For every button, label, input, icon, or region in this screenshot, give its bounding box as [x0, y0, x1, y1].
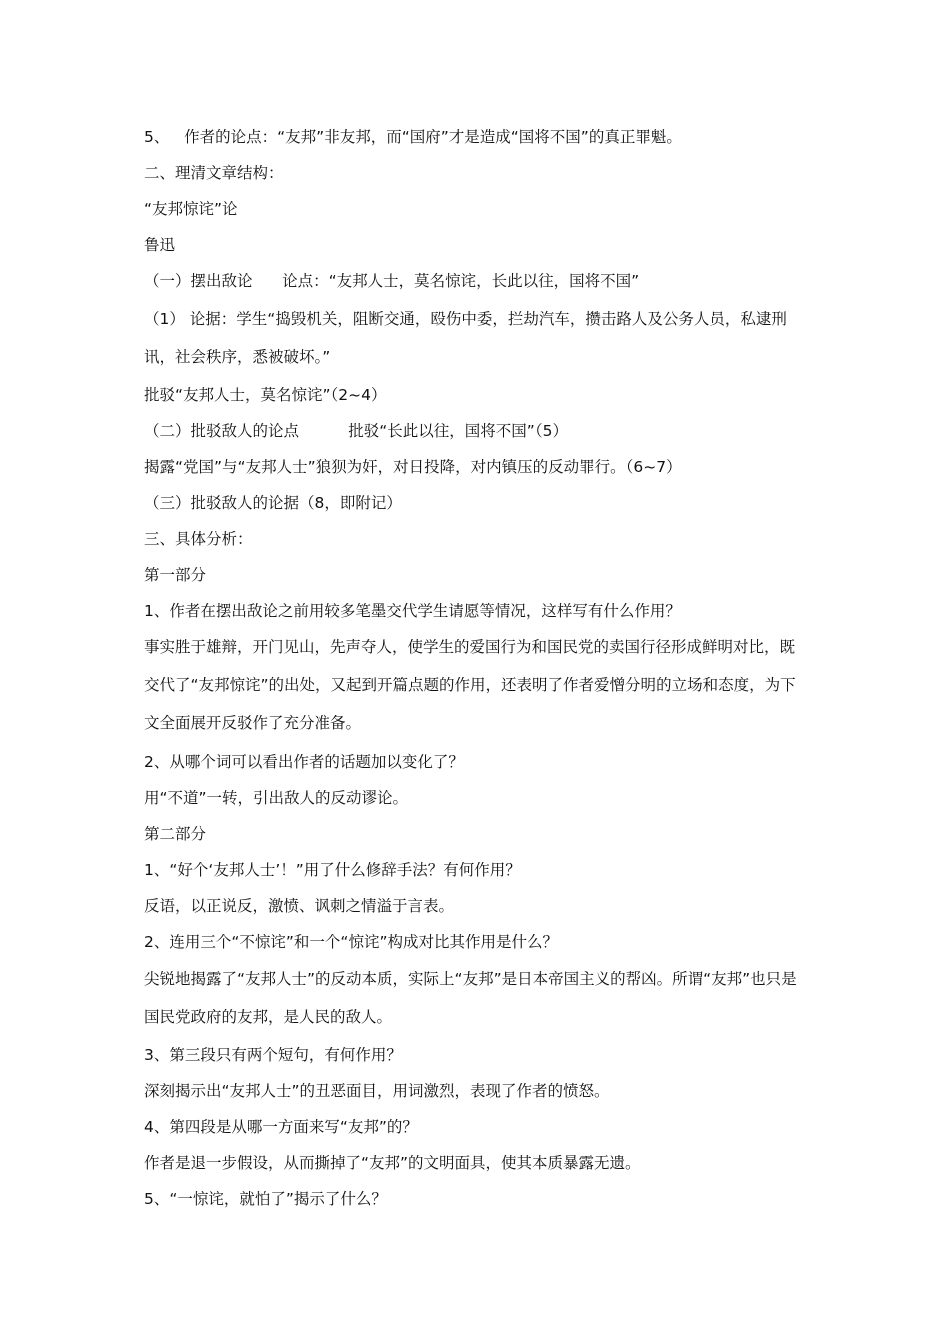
text-line: 鲁迅	[144, 236, 176, 254]
question-line: 5、“一惊诧，就怕了”揭示了什么？	[144, 1190, 387, 1208]
subheading: 第二部分	[144, 825, 207, 843]
text-line: （三）批驳敌人的论据（8，即附记）	[144, 494, 402, 512]
text-line: 揭露“党国”与“友邦人士”狼狈为奸，对日投降，对内镇压的反动罪行。（6~7）	[144, 458, 682, 476]
text-line: 反语，以正说反，激愤、讽刺之情溢于言表。	[144, 897, 455, 915]
text-line: 作者是退一步假设，从而撕掉了“友邦”的文明面具，使其本质暴露无遗。	[144, 1154, 641, 1172]
text-line: （一）摆出敌论 论点：“友邦人士，莫名惊诧，长此以往，国将不国”	[144, 272, 640, 290]
question-line: 2、从哪个词可以看出作者的话题加以变化了？	[144, 753, 464, 771]
text-line: 深刻揭示出“友邦人士”的丑恶面目，用词激烈，表现了作者的愤怒。	[144, 1082, 610, 1100]
question-line: 3、第三段只有两个短句，有何作用？	[144, 1046, 402, 1064]
section-heading: 三、具体分析：	[144, 530, 253, 548]
question-line: 1、“好个‘友邦人士’！”用了什么修辞手法？有何作用？	[144, 861, 521, 879]
text-line: 批驳“友邦人士，莫名惊诧”（2~4）	[144, 386, 387, 404]
text-paragraph: 事实胜于雄辩，开门见山，先声夺人，使学生的爱国行为和国民党的卖国行径形成鲜明对比，既交代了“友邦惊诧”的出处，又起到开篇点题的作用，还表明了作者爱憎分明的立场和态度，为下文全面展开反驳作了充分准备。	[144, 638, 796, 732]
text-paragraph: （1） 论据：学生“捣毁机关，阻断交通，殴伤中委，拦劫汽车，攒击路人及公务人员，私逮刑讯，社会秩序，悉被破坏。”	[144, 310, 787, 366]
text-line: “友邦惊诧”论	[144, 200, 238, 218]
subheading: 第一部分	[144, 566, 207, 584]
text-line: 5、 作者的论点：“友邦”非友邦，而“国府”才是造成“国将不国”的真正罪魁。	[144, 128, 682, 146]
text-line: 用“不道”一转，引出敌人的反动谬论。	[144, 789, 409, 807]
question-line: 4、第四段是从哪一方面来写“友邦”的？	[144, 1118, 418, 1136]
question-line: 1、作者在摆出敌论之前用较多笔墨交代学生请愿等情况，这样写有什么作用？	[144, 602, 681, 620]
section-heading: 二、理清文章结构：	[144, 164, 284, 182]
text-paragraph: 尖锐地揭露了“友邦人士”的反动本质，实际上“友邦”是日本帝国主义的帮凶。所谓“友邦”也只是国民党政府的友邦，是人民的敌人。	[144, 970, 797, 1026]
question-line: 2、连用三个“不惊诧”和一个“惊诧”构成对比其作用是什么？	[144, 933, 558, 951]
text-line: （二）批驳敌人的论点 批驳“长此以往，国将不国”（5）	[144, 422, 568, 440]
